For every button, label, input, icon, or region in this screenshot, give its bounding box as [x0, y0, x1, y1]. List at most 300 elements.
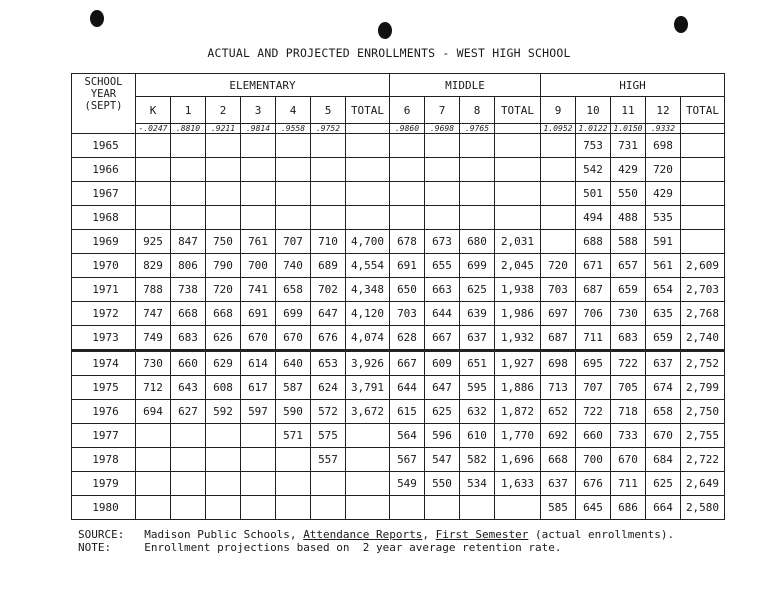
enrollment-cell: 590 — [276, 400, 311, 424]
retention-rate: .9752 — [311, 124, 346, 134]
enrollment-cell: 567 — [390, 448, 425, 472]
retention-rate: 1.0122 — [576, 124, 611, 134]
enrollment-cell — [460, 206, 495, 230]
enrollment-cell: 829 — [136, 254, 171, 278]
enrollment-cell: 670 — [276, 326, 311, 351]
enrollment-cell — [681, 230, 725, 254]
grade-header: 12 — [646, 97, 681, 124]
enrollment-cell: 2,752 — [681, 351, 725, 376]
enrollment-cell: 925 — [136, 230, 171, 254]
enrollment-cell: 705 — [611, 376, 646, 400]
enrollment-cell: 591 — [646, 230, 681, 254]
enrollment-cell: 747 — [136, 302, 171, 326]
grade-header: 3 — [241, 97, 276, 124]
enrollment-cell: 722 — [611, 351, 646, 376]
enrollment-cell: 720 — [206, 278, 241, 302]
enrollment-cell — [681, 206, 725, 230]
enrollment-cell: 655 — [425, 254, 460, 278]
year-cell: 1980 — [72, 496, 136, 520]
grade-header: 6 — [390, 97, 425, 124]
enrollment-cell — [460, 496, 495, 520]
retention-rate: .9332 — [646, 124, 681, 134]
year-cell: 1979 — [72, 472, 136, 496]
enrollment-cell: 547 — [425, 448, 460, 472]
enrollment-cell: 429 — [646, 182, 681, 206]
enrollment-cell: 1,696 — [495, 448, 541, 472]
enrollment-cell — [311, 134, 346, 158]
enrollment-cell: 688 — [576, 230, 611, 254]
enrollment-cell: 683 — [611, 326, 646, 351]
enrollment-cell: 687 — [541, 326, 576, 351]
enrollment-cell: 761 — [241, 230, 276, 254]
enrollment-cell — [425, 158, 460, 182]
note-label: NOTE: — [78, 541, 112, 554]
table-row — [72, 496, 725, 520]
retention-rate: .9698 — [425, 124, 460, 134]
enrollment-cell: 635 — [646, 302, 681, 326]
enrollment-cell: 733 — [611, 424, 646, 448]
enrollment-cell: 639 — [460, 302, 495, 326]
enrollment-cell — [241, 158, 276, 182]
enrollment-cell — [495, 182, 541, 206]
enrollment-cell — [541, 206, 576, 230]
enrollment-table — [71, 73, 725, 520]
table-row — [72, 182, 725, 206]
enrollment-cell: 582 — [460, 448, 495, 472]
enrollment-cell — [346, 472, 390, 496]
enrollment-cell — [241, 496, 276, 520]
enrollment-cell — [276, 472, 311, 496]
table-row — [72, 254, 725, 278]
enrollment-cell: 657 — [611, 254, 646, 278]
enrollment-cell: 722 — [576, 400, 611, 424]
enrollment-cell — [171, 206, 206, 230]
grade-header: TOTAL — [681, 97, 725, 124]
enrollment-cell: 706 — [576, 302, 611, 326]
enrollment-cell: 707 — [576, 376, 611, 400]
year-cell: 1965 — [72, 134, 136, 158]
year-cell: 1968 — [72, 206, 136, 230]
school-year-header-line: SCHOOL — [84, 76, 123, 88]
enrollment-cell — [425, 182, 460, 206]
grade-header: 10 — [576, 97, 611, 124]
enrollment-cell: 625 — [646, 472, 681, 496]
enrollment-cell — [276, 448, 311, 472]
punch-hole-left — [90, 10, 104, 27]
enrollment-cell: 647 — [425, 376, 460, 400]
enrollment-cell: 659 — [611, 278, 646, 302]
enrollment-cell: 4,348 — [346, 278, 390, 302]
enrollment-cell: 645 — [576, 496, 611, 520]
enrollment-cell: 730 — [611, 302, 646, 326]
year-cell: 1966 — [72, 158, 136, 182]
enrollment-cell: 684 — [646, 448, 681, 472]
enrollment-cell: 615 — [390, 400, 425, 424]
enrollment-cell: 4,554 — [346, 254, 390, 278]
enrollment-cell: 699 — [276, 302, 311, 326]
enrollment-cell — [346, 448, 390, 472]
enrollment-cell: 572 — [311, 400, 346, 424]
enrollment-cell: 587 — [276, 376, 311, 400]
enrollment-cell: 643 — [171, 376, 206, 400]
enrollment-cell: 4,074 — [346, 326, 390, 351]
enrollment-cell: 2,722 — [681, 448, 725, 472]
grade-header: TOTAL — [346, 97, 390, 124]
enrollment-cell — [241, 424, 276, 448]
enrollment-cell — [241, 448, 276, 472]
enrollment-cell: 711 — [576, 326, 611, 351]
enrollment-cell — [541, 182, 576, 206]
enrollment-cell — [425, 206, 460, 230]
punch-hole-center — [378, 22, 392, 39]
enrollment-cell: 2,703 — [681, 278, 725, 302]
enrollment-cell: 680 — [460, 230, 495, 254]
enrollment-cell: 700 — [241, 254, 276, 278]
enrollment-cell: 2,750 — [681, 400, 725, 424]
enrollment-cell: 1,938 — [495, 278, 541, 302]
note-text: Enrollment projections based on 2 year average retention rate. — [144, 541, 562, 554]
enrollment-cell: 689 — [311, 254, 346, 278]
enrollment-cell: 710 — [311, 230, 346, 254]
enrollment-cell — [136, 448, 171, 472]
enrollment-cell — [241, 182, 276, 206]
enrollment-cell: 753 — [576, 134, 611, 158]
enrollment-cell: 659 — [646, 326, 681, 351]
retention-rate: -.0247 — [136, 124, 171, 134]
retention-rate: .8810 — [171, 124, 206, 134]
table-row — [72, 134, 725, 158]
enrollment-cell: 637 — [460, 326, 495, 351]
enrollment-cell — [346, 496, 390, 520]
enrollment-cell — [681, 134, 725, 158]
enrollment-cell: 549 — [390, 472, 425, 496]
enrollment-cell — [136, 158, 171, 182]
enrollment-cell — [276, 496, 311, 520]
enrollment-cell — [206, 424, 241, 448]
enrollment-cell: 740 — [276, 254, 311, 278]
source-text-pre: Madison Public Schools, — [144, 528, 304, 541]
enrollment-cell — [171, 158, 206, 182]
table-row — [72, 302, 725, 326]
year-cell: 1977 — [72, 424, 136, 448]
enrollment-cell: 542 — [576, 158, 611, 182]
table-row — [72, 376, 725, 400]
enrollment-cell — [171, 472, 206, 496]
table-row — [72, 278, 725, 302]
enrollment-cell — [311, 472, 346, 496]
enrollment-cell — [276, 182, 311, 206]
enrollment-cell: 2,768 — [681, 302, 725, 326]
enrollment-cell: 595 — [460, 376, 495, 400]
enrollment-cell: 1,986 — [495, 302, 541, 326]
enrollment-cell — [206, 472, 241, 496]
enrollment-cell: 667 — [425, 326, 460, 351]
enrollment-cell: 720 — [646, 158, 681, 182]
enrollment-cell: 585 — [541, 496, 576, 520]
enrollment-cell: 2,031 — [495, 230, 541, 254]
enrollment-cell: 668 — [206, 302, 241, 326]
enrollment-cell: 720 — [541, 254, 576, 278]
grade-header: 8 — [460, 97, 495, 124]
enrollment-cell: 678 — [390, 230, 425, 254]
enrollment-cell: 730 — [136, 351, 171, 376]
enrollment-cell: 3,926 — [346, 351, 390, 376]
enrollment-cell — [136, 496, 171, 520]
retention-rate: .9860 — [390, 124, 425, 134]
grade-header: 11 — [611, 97, 646, 124]
elementary-header: ELEMENTARY — [136, 74, 390, 97]
table-row — [72, 158, 725, 182]
enrollment-cell: 1,770 — [495, 424, 541, 448]
enrollment-cell: 674 — [646, 376, 681, 400]
enrollment-cell: 647 — [311, 302, 346, 326]
enrollment-cell: 712 — [136, 376, 171, 400]
enrollment-cell: 1,927 — [495, 351, 541, 376]
enrollment-cell — [541, 230, 576, 254]
enrollment-cell: 501 — [576, 182, 611, 206]
enrollment-cell: 3,791 — [346, 376, 390, 400]
grade-header: 9 — [541, 97, 576, 124]
source-first-semester: First Semester — [435, 528, 529, 541]
enrollment-cell: 788 — [136, 278, 171, 302]
enrollment-cell: 571 — [276, 424, 311, 448]
enrollment-cell: 668 — [541, 448, 576, 472]
school-year-header-line: YEAR — [90, 88, 117, 100]
source-line — [78, 528, 674, 541]
enrollment-cell: 653 — [311, 351, 346, 376]
enrollment-cell — [136, 424, 171, 448]
enrollment-cell — [346, 134, 390, 158]
enrollment-cell: 664 — [646, 496, 681, 520]
enrollment-cell: 741 — [241, 278, 276, 302]
grade-header: 4 — [276, 97, 311, 124]
enrollment-cell: 550 — [611, 182, 646, 206]
enrollment-cell — [681, 182, 725, 206]
enrollment-cell: 660 — [171, 351, 206, 376]
enrollment-cell — [311, 182, 346, 206]
retention-rate — [346, 124, 390, 134]
grade-header: 5 — [311, 97, 346, 124]
enrollment-cell — [276, 158, 311, 182]
enrollment-cell: 652 — [541, 400, 576, 424]
enrollment-cell: 644 — [425, 302, 460, 326]
enrollment-cell: 561 — [646, 254, 681, 278]
enrollment-cell: 668 — [171, 302, 206, 326]
retention-rate — [681, 124, 725, 134]
enrollment-cell — [276, 134, 311, 158]
enrollment-cell: 632 — [460, 400, 495, 424]
school-year-header — [72, 74, 136, 134]
enrollment-cell: 691 — [241, 302, 276, 326]
enrollment-cell: 1,633 — [495, 472, 541, 496]
enrollment-cell — [206, 182, 241, 206]
enrollment-cell — [390, 158, 425, 182]
enrollment-cell: 588 — [611, 230, 646, 254]
enrollment-cell: 660 — [576, 424, 611, 448]
enrollment-cell — [171, 424, 206, 448]
enrollment-cell: 703 — [390, 302, 425, 326]
enrollment-cell — [171, 448, 206, 472]
year-cell: 1970 — [72, 254, 136, 278]
year-cell: 1976 — [72, 400, 136, 424]
enrollment-cell — [241, 134, 276, 158]
grade-header: 7 — [425, 97, 460, 124]
retention-rate: 1.0150 — [611, 124, 646, 134]
enrollment-cell: 691 — [390, 254, 425, 278]
enrollment-cell — [311, 206, 346, 230]
enrollment-cell: 658 — [276, 278, 311, 302]
enrollment-cell: 687 — [576, 278, 611, 302]
year-cell: 1972 — [72, 302, 136, 326]
enrollment-cell: 488 — [611, 206, 646, 230]
enrollment-cell — [311, 496, 346, 520]
enrollment-cell: 614 — [241, 351, 276, 376]
enrollment-cell — [425, 134, 460, 158]
enrollment-cell: 534 — [460, 472, 495, 496]
header-row-grades — [72, 97, 725, 124]
year-cell: 1969 — [72, 230, 136, 254]
enrollment-cell — [460, 158, 495, 182]
middle-header: MIDDLE — [390, 74, 541, 97]
enrollment-cell: 2,799 — [681, 376, 725, 400]
enrollment-cell: 806 — [171, 254, 206, 278]
enrollment-cell: 718 — [611, 400, 646, 424]
note-line — [78, 541, 561, 554]
header-row-retention — [72, 124, 725, 134]
enrollment-cell: 650 — [390, 278, 425, 302]
enrollment-cell: 637 — [541, 472, 576, 496]
enrollment-cell: 1,932 — [495, 326, 541, 351]
enrollment-cell: 750 — [206, 230, 241, 254]
enrollment-cell — [495, 134, 541, 158]
enrollment-cell: 2,580 — [681, 496, 725, 520]
source-text-post: (actual enrollments). — [528, 528, 675, 541]
enrollment-cell — [425, 496, 460, 520]
enrollment-cell — [541, 134, 576, 158]
enrollment-cell: 847 — [171, 230, 206, 254]
enrollment-cell: 2,609 — [681, 254, 725, 278]
grade-header: 2 — [206, 97, 241, 124]
document-title: ACTUAL AND PROJECTED ENROLLMENTS - WEST HIGH SCHOOL — [207, 46, 571, 60]
enrollment-cell: 749 — [136, 326, 171, 351]
enrollment-cell — [276, 206, 311, 230]
enrollment-cell: 592 — [206, 400, 241, 424]
enrollment-cell: 624 — [311, 376, 346, 400]
enrollment-cell: 644 — [390, 376, 425, 400]
enrollment-cell: 694 — [136, 400, 171, 424]
enrollment-cell — [390, 206, 425, 230]
enrollment-cell: 4,120 — [346, 302, 390, 326]
enrollment-cell: 700 — [576, 448, 611, 472]
retention-rate: .9765 — [460, 124, 495, 134]
table-row — [72, 351, 725, 376]
enrollment-cell: 658 — [646, 400, 681, 424]
year-cell: 1967 — [72, 182, 136, 206]
enrollment-cell — [346, 206, 390, 230]
enrollment-cell — [136, 206, 171, 230]
enrollment-cell — [241, 206, 276, 230]
enrollment-cell — [206, 158, 241, 182]
enrollment-cell: 628 — [390, 326, 425, 351]
enrollment-cell — [541, 158, 576, 182]
enrollment-cell: 625 — [425, 400, 460, 424]
enrollment-cell: 671 — [576, 254, 611, 278]
enrollment-cell: 550 — [425, 472, 460, 496]
enrollment-cell: 1,886 — [495, 376, 541, 400]
retention-rate: .9558 — [276, 124, 311, 134]
enrollment-cell: 608 — [206, 376, 241, 400]
grade-header: 1 — [171, 97, 206, 124]
year-cell: 1978 — [72, 448, 136, 472]
enrollment-cell — [346, 158, 390, 182]
enrollment-cell: 651 — [460, 351, 495, 376]
enrollment-cell — [206, 134, 241, 158]
enrollment-cell: 683 — [171, 326, 206, 351]
retention-rate: .9814 — [241, 124, 276, 134]
enrollment-cell: 609 — [425, 351, 460, 376]
enrollment-cell: 597 — [241, 400, 276, 424]
enrollment-cell: 703 — [541, 278, 576, 302]
enrollment-cell — [390, 182, 425, 206]
enrollment-cell: 692 — [541, 424, 576, 448]
enrollment-cell: 676 — [311, 326, 346, 351]
enrollment-cell: 637 — [646, 351, 681, 376]
retention-rate: 1.0952 — [541, 124, 576, 134]
retention-rate — [495, 124, 541, 134]
enrollment-cell — [171, 134, 206, 158]
enrollment-cell — [346, 424, 390, 448]
table-row — [72, 424, 725, 448]
enrollment-cell: 627 — [171, 400, 206, 424]
enrollment-cell: 2,740 — [681, 326, 725, 351]
year-cell: 1971 — [72, 278, 136, 302]
enrollment-cell: 673 — [425, 230, 460, 254]
enrollment-cell: 713 — [541, 376, 576, 400]
enrollment-cell: 670 — [646, 424, 681, 448]
enrollment-cell — [495, 206, 541, 230]
enrollment-cell: 564 — [390, 424, 425, 448]
grade-header: K — [136, 97, 171, 124]
enrollment-cell: 695 — [576, 351, 611, 376]
enrollment-cell: 676 — [576, 472, 611, 496]
table-row — [72, 206, 725, 230]
enrollment-cell: 596 — [425, 424, 460, 448]
enrollment-cell: 654 — [646, 278, 681, 302]
source-attendance-reports: Attendance Reports — [303, 528, 423, 541]
enrollment-cell — [136, 182, 171, 206]
enrollment-cell — [495, 496, 541, 520]
table-row — [72, 472, 725, 496]
high-header: HIGH — [541, 74, 725, 97]
enrollment-cell: 667 — [390, 351, 425, 376]
enrollment-cell: 697 — [541, 302, 576, 326]
header-row-groups — [72, 74, 725, 97]
enrollment-cell — [681, 158, 725, 182]
source-label: SOURCE: — [78, 528, 125, 541]
enrollment-cell: 429 — [611, 158, 646, 182]
year-cell: 1973 — [72, 326, 136, 351]
enrollment-cell: 670 — [611, 448, 646, 472]
enrollment-cell: 3,672 — [346, 400, 390, 424]
grade-header: TOTAL — [495, 97, 541, 124]
enrollment-cell: 698 — [541, 351, 576, 376]
enrollment-cell: 626 — [206, 326, 241, 351]
punch-hole-right — [674, 16, 688, 33]
enrollment-cell: 698 — [646, 134, 681, 158]
enrollment-cell — [390, 496, 425, 520]
enrollment-cell: 4,700 — [346, 230, 390, 254]
enrollment-cell — [311, 158, 346, 182]
